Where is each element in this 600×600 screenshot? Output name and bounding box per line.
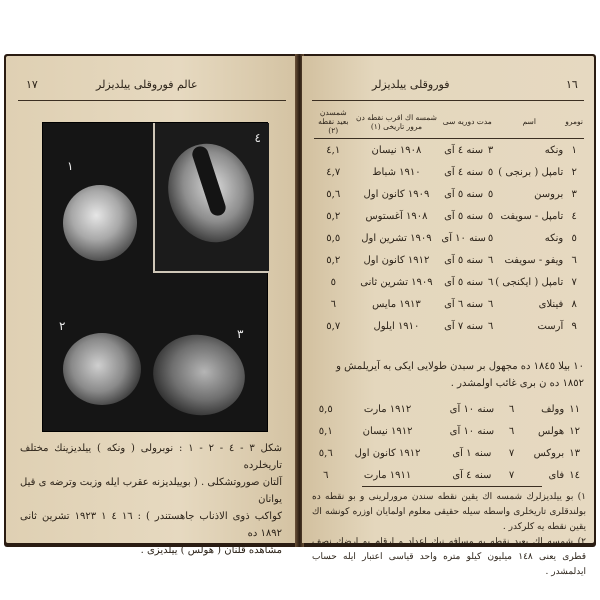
cell-number: ٤: [571, 210, 577, 222]
cell-distance: ٥,٢: [326, 254, 341, 266]
page-number-left: ١٧: [26, 78, 38, 91]
cell-years: ٣: [487, 144, 494, 156]
cell-years: ٧: [508, 469, 515, 481]
cell-distance: ٦: [323, 469, 329, 481]
header-rule-right: [312, 100, 584, 101]
cell-name: فینلای: [538, 298, 564, 310]
cell-date: ١٩١٢ نیسان: [362, 425, 413, 437]
cell-number: ١٢: [569, 425, 580, 437]
cell-distance: ٥: [330, 276, 336, 288]
footnote-2: ٢) شمسه اك بعید نقطه یه مسافه نیك اعداد و ارقام بو ارضك نصف قطری یعنی ١٤٨ میلیون کیلو متره واحد قیاسی اعتبار ایله حساب ایدلمشدر .: [312, 537, 586, 577]
cell-months: سنه ٧ آی: [444, 320, 484, 332]
header-rule-left: [18, 100, 286, 101]
cell-date: ١٩١٠ شباط: [372, 166, 421, 178]
comet-table: [314, 108, 584, 337]
cell-name: بروسن: [534, 188, 564, 200]
cell-number: ١٤: [569, 469, 580, 481]
cell-name: تامپل ( برنجی ): [498, 166, 564, 178]
cell-distance: ٥,٦: [318, 447, 333, 459]
cell-number: ١١: [569, 403, 580, 415]
cell-name: آرست: [537, 320, 564, 332]
cell-name: هولس: [537, 425, 565, 437]
table-header-row: [314, 108, 584, 139]
col-header-perihelion: شمسه اك اقرب نقطه دن مرور تاریخی (١): [353, 108, 441, 139]
cell-name: فای: [548, 469, 565, 481]
cell-name: وولف: [541, 403, 565, 415]
table-row: [314, 205, 584, 227]
cell-date: ١٩٠٩ کانون اول: [363, 188, 430, 200]
cell-number: ٧: [571, 276, 577, 288]
caption-line: آلتان صوروتشکلی . ( بوییلدیزنه عقرب ایله وزبت وترضه ی قیل یوانان: [20, 477, 282, 505]
cell-years: ٧: [508, 447, 515, 459]
col-header-aphelion: شمسدن بعید نقطه (٢): [314, 108, 353, 139]
cell-name: تامپل ( ایکنجی ): [495, 276, 564, 288]
figure-label-4: ٤: [254, 131, 261, 145]
table-row: [314, 139, 584, 162]
figure-label-1: ١: [67, 159, 74, 173]
table-row: [314, 183, 584, 205]
comet-photo-plate: [42, 122, 268, 432]
cell-date: ١٩٠٨ نیسان: [371, 144, 422, 156]
cell-distance: ٥,٥: [318, 403, 333, 415]
cell-years: ٥: [487, 166, 494, 178]
cell-number: ٢: [571, 166, 577, 178]
table-row: [314, 293, 584, 315]
cell-years: ٥: [487, 210, 494, 222]
running-header-left: عالم فوروقلی ییلدیزلر: [96, 78, 198, 91]
cell-name: تامپل - سویفت: [500, 210, 564, 222]
cell-months: سنه ٥ آی: [444, 276, 484, 288]
cell-years: ٦: [487, 320, 494, 332]
footnote-1: ١) بو ییلدیزلرك شمسه اك یقین نقطه سندن مرورلرینی و بو نقطه ده بولندقلری تاریخلری واسطه سیله حقیقی معلوم اولمایان اوزره کونشه اك یقین نقطه یه کلرکدر .: [312, 492, 586, 532]
cell-distance: ٥,٦: [326, 188, 341, 200]
cell-number: ٥: [571, 232, 577, 244]
cell-distance: ٥,٢: [326, 210, 341, 222]
cell-distance: ٥,١: [318, 425, 333, 437]
col-header-period: مدت دوریه سی: [440, 108, 494, 139]
table-row: [314, 420, 584, 442]
cell-months: سنه ٤ آی: [444, 166, 484, 178]
footnotes: [312, 490, 586, 580]
right-page: [302, 56, 594, 577]
open-book: [4, 54, 596, 577]
cell-number: ٨: [571, 298, 577, 310]
caption-line: شکل ٣ - ٤ - ٢ - ١ : نوبرولی ( ونکه ) ییلدیزینك مختلف تاریخلرده: [20, 443, 282, 471]
comet-image-2: [63, 333, 141, 405]
comet-image-3: [147, 328, 251, 423]
note-row-10: ١٠ بیلا ١٨٤٥ ده مجهول بر سبدن طولایی ایکی به آیریلمش و ١٨٥٢ ده ن بری غائب اولمشدر .: [336, 361, 584, 389]
cell-name: ونکه: [544, 232, 564, 244]
cell-date: ١٩١١ مارت: [363, 469, 412, 481]
figure-label-3: ٣: [237, 327, 244, 341]
cell-number: ٦: [571, 254, 577, 266]
cell-distance: ٥,٧: [326, 320, 341, 332]
cell-date: ١٩٠٨ آغستوس: [365, 210, 428, 222]
cell-number: ١٣: [569, 447, 580, 459]
cell-name: بروکس: [533, 447, 565, 459]
cell-months: سنه ١٠ آی: [449, 403, 495, 415]
comet-image-1: [63, 185, 137, 261]
cell-years: ٥: [487, 232, 494, 244]
cell-distance: ٤,١: [326, 144, 341, 156]
cell-number: ٩: [571, 320, 577, 332]
cell-months: سنه ٤ آی: [444, 144, 484, 156]
col-header-name: اسم: [494, 108, 564, 139]
cell-date: ١٩١٠ ایلول: [373, 320, 420, 332]
cell-months: سنه ١٠ آی: [441, 232, 486, 244]
cell-distance: ٤,٧: [326, 166, 341, 178]
cell-years: ٦: [487, 254, 494, 266]
cell-date: ١٩٠٩ تشرین اول: [361, 232, 432, 244]
page-number-right: ١٦: [566, 78, 578, 91]
cell-months: سنه ١ آی: [452, 447, 492, 459]
table-row: [314, 249, 584, 271]
table-row: [314, 464, 584, 486]
cell-name: ویفو - سویفت: [504, 254, 564, 266]
table-row: [314, 161, 584, 183]
comet-table-continued: [314, 398, 584, 486]
cell-date: ١٩٠٩ تشرین ثانی: [360, 276, 433, 288]
cell-years: ٥: [487, 188, 494, 200]
cell-distance: ٦: [330, 298, 336, 310]
figure-4-inset: [153, 123, 269, 273]
cell-years: ٦: [487, 276, 494, 288]
col-header-number: نومرو: [564, 108, 584, 139]
cell-number: ٣: [571, 188, 577, 200]
cell-years: ٦: [508, 425, 515, 437]
cell-months: سنه ٥ آی: [444, 188, 484, 200]
cell-months: سنه ١٠ آی: [449, 425, 495, 437]
cell-distance: ٥,٥: [326, 232, 341, 244]
table-row: [314, 315, 584, 337]
cell-years: ٦: [508, 403, 515, 415]
left-page: [6, 56, 296, 556]
cell-years: ٦: [487, 298, 494, 310]
cell-name: ونکه: [544, 144, 564, 156]
figure-caption: [20, 440, 282, 559]
cell-months: سنه ٦ آی: [444, 298, 484, 310]
cell-date: ١٩١٢ کانون اول: [363, 254, 430, 266]
table-row: [314, 227, 584, 249]
cell-months: سنه ٥ آی: [444, 254, 484, 266]
table-row: [314, 271, 584, 293]
cell-months: سنه ٥ آی: [444, 210, 484, 222]
cell-months: سنه ٤ آی: [452, 469, 492, 481]
table-row: [314, 442, 584, 464]
running-header-right: فوروقلی ییلدیزلر: [372, 78, 450, 91]
cell-date: ١٩١٢ کانون اول: [354, 447, 421, 459]
caption-line: مشاهده قلنان ( هولس ) ییلدیزی .: [140, 545, 282, 556]
table-row: [314, 398, 584, 420]
footnote-rule: [362, 486, 542, 487]
cell-date: ١٩١٢ مارت: [363, 403, 412, 415]
caption-line: کواکب ذوی الاذناب جاهستندر ) : ١٦ ٤ ١ ١٩٢٣ تشرین ثانی ١٨٩٢ ده: [20, 511, 283, 539]
cell-number: ١: [571, 144, 577, 156]
figure-label-2: ٢: [59, 319, 66, 333]
cell-date: ١٩١٣ مایس: [372, 298, 421, 310]
